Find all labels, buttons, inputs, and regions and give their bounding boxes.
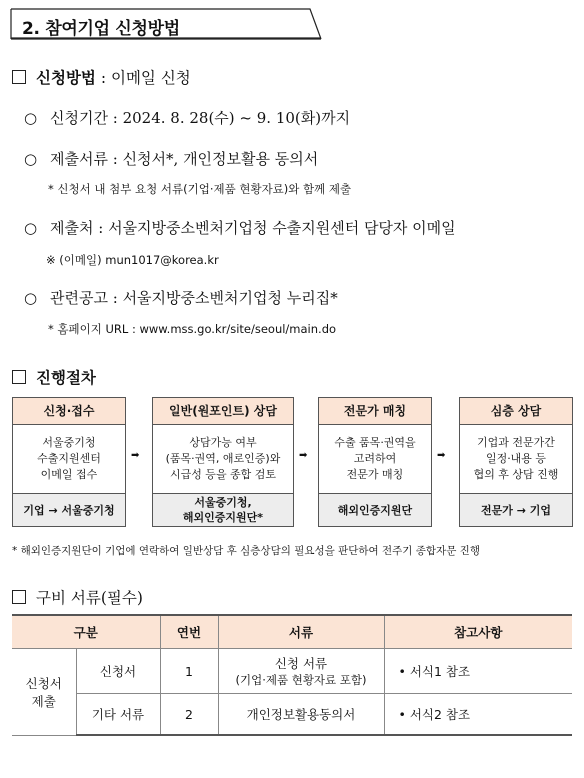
submit-to-item: ○ 제출처 : 서울지방중소벤처기업청 수출지원센터 담당자 이메일 [24, 219, 456, 237]
section-title-box [10, 8, 322, 40]
step-foot-line: 기업 → 서울중기청 [23, 503, 115, 517]
step-body-line: 일정·내용 등 [485, 452, 547, 465]
right-arrow-icon: ➡ [299, 450, 308, 461]
group-cell [12, 649, 76, 736]
notice-value: 서울지방중소벤처기업청 누리집* [122, 289, 338, 307]
homepage-note: * 홈페이지 URL : www.mss.go.kr/site/seoul/main.do [48, 322, 337, 336]
step-head: 심층 상담 [460, 398, 572, 425]
circle-bullet-icon: ○ [24, 150, 38, 168]
apply-method-value: 이메일 신청 [110, 69, 191, 87]
table-row [12, 694, 572, 736]
process-step-4 [459, 397, 573, 527]
circle-bullet-icon: ○ [24, 289, 38, 307]
submit-to-value: 서울지방중소벤처기업청 수출지원센터 담당자 이메일 [108, 219, 456, 237]
step-head: 일반(원포인트) 상담 [153, 398, 293, 425]
step-foot-line: 서울중기청, [194, 496, 252, 509]
document-line: (기업·제품 현황자료 포함) [235, 673, 367, 687]
apply-period-item: ○ 신청기간 : 2024. 8. 28(수) ~ 9. 10(화)까지 [24, 109, 351, 127]
submit-docs-value: 신청서*, 개인정보활용 동의서 [122, 150, 319, 168]
header-category: 구분 [12, 615, 160, 649]
header-document: 서류 [218, 615, 384, 649]
circle-bullet-icon: ○ [24, 109, 38, 127]
step-body [460, 425, 572, 494]
table-row [12, 649, 572, 694]
circle-bullet-icon: ○ [24, 219, 38, 237]
checkbox-square-icon [12, 370, 26, 384]
group-line: 제출 [31, 693, 56, 709]
step-foot [153, 494, 293, 526]
notice-label: 관련공고 [50, 289, 108, 307]
process-step-1 [12, 397, 126, 527]
step-head: 전문가 매칭 [319, 398, 431, 425]
documents-table [12, 614, 572, 736]
step-body-line: 수출 품목·권역을 [334, 436, 416, 449]
step-body [13, 425, 125, 494]
step-foot-line: 전문가 → 기업 [480, 503, 551, 517]
apply-period-label: 신청기간 [50, 109, 108, 127]
documents-section [12, 586, 143, 608]
group-line: 신청서 [25, 675, 62, 691]
document-cell [218, 694, 384, 736]
reference-cell: • 서식1 참조 [384, 649, 572, 694]
type-cell: 기타 서류 [76, 694, 160, 736]
step-foot [460, 494, 572, 526]
step-head: 신청·접수 [13, 398, 125, 425]
step-body-line: 시급성 등을 종합 검토 [169, 468, 277, 481]
submit-docs-item: ○ 제출서류 : 신청서*, 개인정보활용 동의서 [24, 150, 319, 168]
step-body-line: 상담가능 여부 [189, 436, 257, 449]
step-body-line: 협의 후 상담 진행 [473, 468, 559, 481]
checkbox-square-icon [12, 70, 26, 84]
right-arrow-icon: ➡ [437, 450, 446, 461]
reference-cell: • 서식2 참조 [384, 694, 572, 736]
checkbox-square-icon [12, 590, 26, 604]
step-body-line: 서울중기청 [42, 436, 96, 449]
documents-label: 구비 서류(필수) [36, 589, 143, 607]
process-section [12, 366, 96, 388]
step-body-line: 전문가 매칭 [346, 468, 404, 481]
header-number: 연번 [160, 615, 218, 649]
notice-item: ○ 관련공고 : 서울지방중소벤처기업청 누리집* [24, 289, 338, 307]
process-step-2 [152, 397, 294, 527]
right-arrow-icon: ➡ [131, 450, 140, 461]
apply-method-label: 신청방법 [36, 68, 96, 87]
email-note: ※ (이메일) mun1017@korea.kr [46, 253, 219, 267]
number-cell: 2 [160, 694, 218, 736]
apply-method-sep: : [95, 69, 111, 87]
step-foot [319, 494, 431, 526]
submit-to-label: 제출처 [50, 219, 94, 237]
step-foot-line: 해외인증지원단 [337, 503, 413, 517]
apply-method-section [12, 66, 191, 88]
type-cell: 신청서 [76, 649, 160, 694]
step-body [319, 425, 431, 494]
step-foot [13, 494, 125, 526]
step-body-line: 수출지원센터 [37, 452, 101, 465]
step-body-line: 기업과 전문가간 [477, 436, 555, 449]
process-step-3 [318, 397, 432, 527]
document-line: 신청 서류 [274, 656, 328, 671]
submit-docs-label: 제출서류 [50, 150, 108, 168]
step-foot-line: 해외인증지원단* [182, 511, 264, 524]
document-cell [218, 649, 384, 694]
submit-docs-note: * 신청서 내 첨부 요청 서류(기업·제품 현황자료)와 함께 제출 [48, 182, 352, 196]
header-reference: 참고사항 [384, 615, 572, 649]
process-label: 진행절차 [36, 368, 96, 387]
step-body-line: 이메일 접수 [40, 468, 98, 481]
page-title: 2. 참여기업 신청방법 [22, 19, 180, 39]
apply-period-value: 2024. 8. 28(수) ~ 9. 10(화)까지 [122, 109, 351, 127]
process-note: * 해외인증지원단이 기업에 연락하여 일반상담 후 심층상담의 필요성을 판단하여 전주기 종합자문 진행 [12, 545, 480, 557]
table-header-row [12, 615, 572, 649]
step-body-line: (품목·권역, 애로인증)와 [165, 452, 281, 465]
step-body [153, 425, 293, 494]
document-line: 개인정보활용동의서 [246, 707, 356, 722]
number-cell: 1 [160, 649, 218, 694]
step-body-line: 고려하여 [353, 452, 397, 465]
